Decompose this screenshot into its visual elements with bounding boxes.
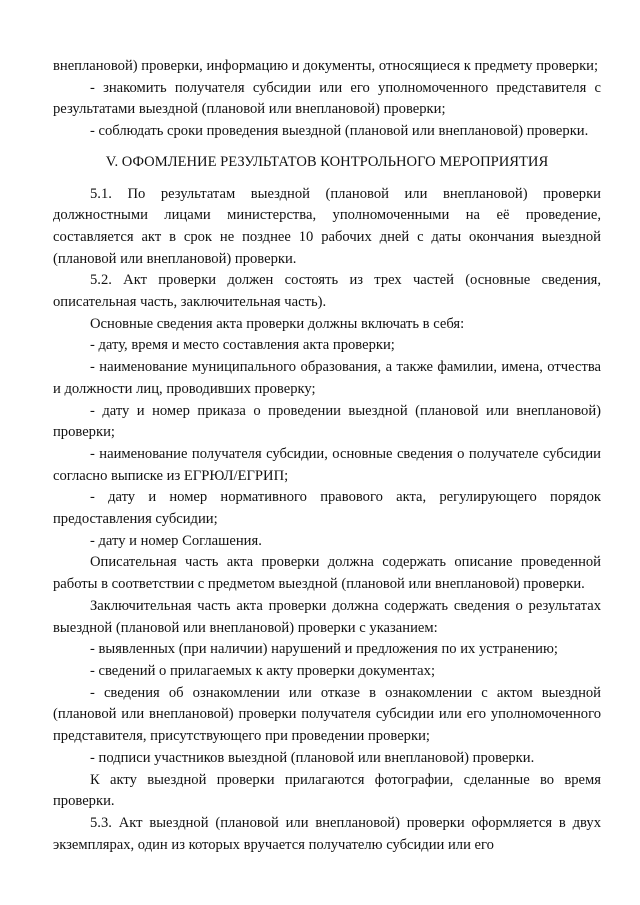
paragraph-5-3: 5.3. Акт выездной (плановой или внеплановой) проверки оформляется в двух экземплярах, один из которых вручается получателю субсидии или его [53, 814, 601, 853]
list-item-acquaintance: - сведения об ознакомлении или отказе в ознакомлении с актом выездной (плановой или внеплановой) проверки получателя субсидии или его уполномоченного представителя, присутствующего при проведении проверки; [53, 684, 601, 745]
paragraph-final-part: Заключительная часть акта проверки должна содержать сведения о результатах выездной (плановой или внеплановой) проверки с указанием: [53, 597, 601, 636]
paragraph-5-2: 5.2. Акт проверки должен состоять из трех частей (основные сведения, описательная часть, заключительная часть). [53, 272, 601, 311]
paragraph-photos: К акту выездной проверки прилагаются фотографии, сделанные во время проверки. [53, 771, 601, 810]
list-item-recipient: - наименование получателя субсидии, основные сведения о получателе субсидии согласно выписке из ЕГРЮЛ/ЕГРИП; [53, 445, 601, 484]
document-body [53, 56, 601, 856]
list-item-attached-docs: - сведений о прилагаемых к акту проверки документах; [90, 662, 435, 679]
paragraph-basic-info-intro: Основные сведения акта проверки должны включать в себя: [90, 315, 465, 332]
paragraph-continuation: внеплановой) проверки, информацию и документы, относящиеся к предмету проверки; [53, 58, 599, 74]
paragraph-bullet-deadlines: - соблюдать сроки проведения выездной (плановой или внеплановой) проверки. [90, 123, 589, 140]
paragraph-descriptive-part: Описательная часть акта проверки должна содержать описание проведенной работы в соответствии с предметом выездной (плановой или внеплановой) проверки. [53, 554, 601, 593]
list-item-signatures: - подписи участников выездной (плановой или внеплановой) проверки. [90, 749, 535, 766]
section-heading: V. ОФОМЛЕНИЕ РЕЗУЛЬТАТОВ КОНТРОЛЬНОГО МЕРОПРИЯТИЯ [105, 153, 549, 170]
list-item-order: - дату и номер приказа о проведении выездной (плановой или внеплановой) проверки; [53, 402, 601, 441]
list-item-legal-act: - дату и номер нормативного правового акта, регулирующего порядок предоставления субсидии; [53, 489, 601, 528]
list-item-agreement: - дату и номер Соглашения. [90, 532, 262, 549]
list-item-violations: - выявленных (при наличии) нарушений и предложения по их устранению; [90, 641, 558, 658]
paragraph-5-1: 5.1. По результатам выездной (плановой или внеплановой) проверки должностными лицами министерства, уполномоченными на её проведение, составляется акт в срок не позднее 10 рабочих дней с даты окончания выездной (плановой или внеплановой) проверки. [53, 185, 601, 267]
list-item-municipality: - наименование муниципального образования, а также фамилии, имена, отчества и должности лиц, проводивших проверку; [53, 359, 601, 397]
paragraph-bullet-acquaint: - знакомить получателя субсидии или его уполномоченного представителя с результатами выездной (плановой или внеплановой) проверки; [53, 79, 601, 118]
list-item-date-place: - дату, время и место составления акта проверки; [90, 337, 395, 354]
